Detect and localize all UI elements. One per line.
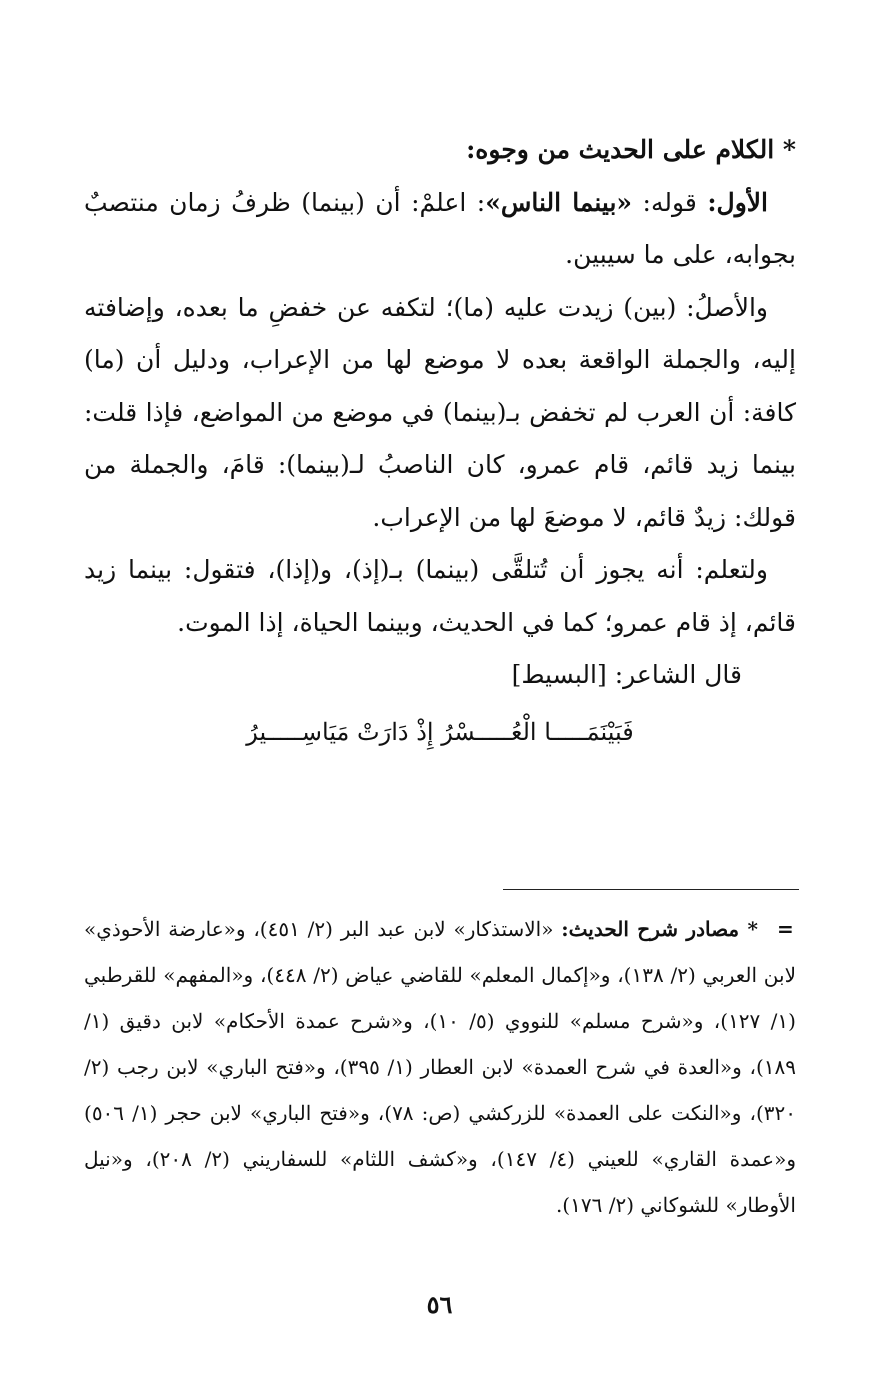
footnote-separator <box>503 889 799 890</box>
footnote-continuation-marker: = <box>777 917 794 941</box>
paragraph-origin: والأصلُ: (بين) زيدت عليه (ما)؛ لتكفه عن خفضِ ما بعده، وإضافته إليه، والجملة الواقعة بعده لا موضع لها من الإعراب، ودليل أن (ما) كافة: أن العرب لم تخفض بـ(بينما) في موضع من المواضع، فإذا قلت: بينما زيد قائم، قام عمرو، كان الناصبُ لـ(بينما): قامَ، والجملة من قولك: زيدٌ قائم، لا موضعَ لها من الإعراب. <box>84 292 796 532</box>
quote-intro: قوله: <box>642 187 697 217</box>
paragraph-first-rest: : اعلمْ: أن (بينما) ظرفُ زمان منتصبٌ بجوابه، على ما سيبين. <box>84 187 796 269</box>
footnote-paragraph <box>84 906 796 1228</box>
page-number: ٥٦ <box>426 1290 453 1319</box>
section-heading: * الكلام على الحديث من وجوه: <box>466 135 796 164</box>
main-text <box>84 124 796 758</box>
footnote-label: * مصادر شرح الحديث: <box>561 917 758 941</box>
aspect-label: الأول: <box>707 187 768 217</box>
paragraph-usage: ولتعلم: أنه يجوز أن تُتلقَّى (بينما) بـ(إذ)، و(إذا)، فتقول: بينما زيد قائم، إذ قام عمرو؛ كما في الحديث، وبينما الحياة، إذا الموت. <box>84 555 796 637</box>
poet-attribution: قال الشاعر: [البسيط] <box>511 660 742 689</box>
hadith-quote: «بينما الناس» <box>485 187 633 217</box>
poetry-verse: فَبَيْنَمَـــــا الْعُـــــسْرُ إِذْ دَارَتْ مَيَاسِـــــيرُ <box>246 717 634 746</box>
footnote-text: «الاستذكار» لابن عبد البر (٢/ ٤٥١)، و«عارضة الأحوذي» لابن العربي (٢/ ١٣٨)، و«إكمال المعلم» للقاضي عياض (٢/ ٤٤٨)، و«المفهم» للقرطبي (١/ ١٢٧)، و«شرح مسلم» للنووي (٥/ ١٠)، و«شرح عمدة الأحكام» لابن دقيق (١/ ١٨٩)، و«العدة في شرح العمدة» لابن العطار (١/ ٣٩٥)، و«فتح الباري» لابن رجب (٢/ ٣٢٠)، و«النكت على العمدة» للزركشي (ص: ٧٨)، و«فتح الباري» لابن حجر (١/ ٥٠٦) و«عمدة القاري» للعيني (٤/ ١٤٧)، و«كشف اللثام» للسفاريني (٢/ ٢٠٨)، و«نيل الأوطار» للشوكاني (٢/ ١٧٦). <box>84 917 796 1217</box>
footnote <box>84 906 796 1228</box>
paragraph-first-aspect <box>84 177 796 282</box>
